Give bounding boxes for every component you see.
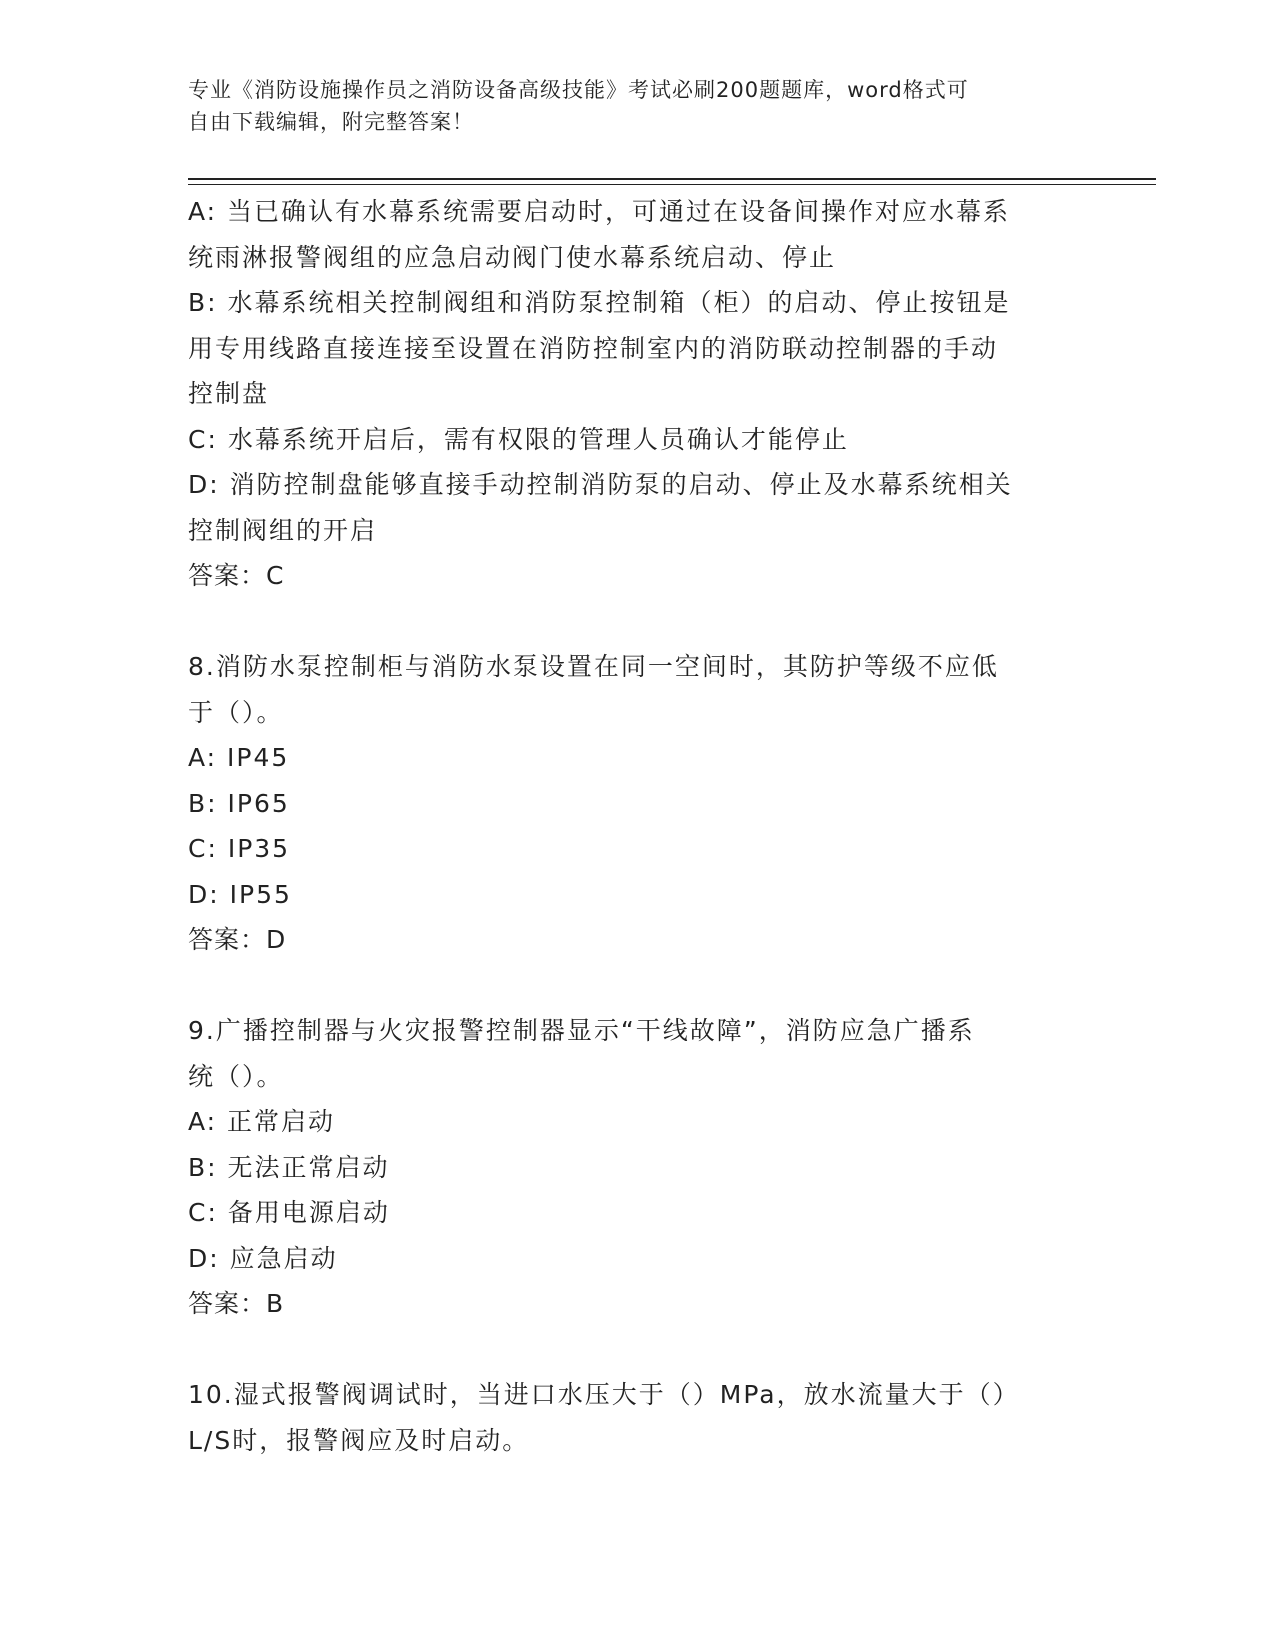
option-c: C: 水幕系统开启后，需有权限的管理人员确认才能停止 bbox=[188, 424, 849, 454]
question-9 bbox=[188, 1008, 1078, 1327]
option-a: A: IP45 bbox=[188, 743, 290, 772]
question-stem: 8.消防水泵控制柜与消防水泵设置在同一空间时，其防护等级不应低 bbox=[188, 652, 999, 681]
option-a: A: 当已确认有水幕系统需要启动时，可通过在设备间操作对应水幕系 bbox=[188, 197, 1011, 226]
option-b: B: 水幕系统相关控制阀组和消防泵控制箱（柜）的启动、停止按钮是 bbox=[188, 288, 1011, 317]
header-line: 专业《消防设施操作员之消防设备高级技能》考试必刷200题题库，word格式可 bbox=[188, 78, 969, 102]
header-divider-thin bbox=[188, 184, 1156, 185]
option-b: 用专用线路直接连接至设置在消防控制室内的消防联动控制器的手动 bbox=[188, 333, 999, 363]
option-d: D: 应急启动 bbox=[188, 1243, 338, 1273]
header-line: 自由下载编辑，附完整答案！ bbox=[188, 110, 474, 134]
question-stem: 9.广播控制器与火灾报警控制器显示“干线故障”，消防应急广播系 bbox=[188, 1016, 975, 1045]
question-stem: 10.湿式报警阀调试时，当进口水压大于（）MPa，放水流量大于（） bbox=[188, 1380, 1020, 1409]
option-c: C: IP35 bbox=[188, 834, 291, 863]
question-stem: 统（）。 bbox=[188, 1061, 284, 1091]
option-d: 控制阀组的开启 bbox=[188, 515, 378, 545]
option-b: B: IP65 bbox=[188, 788, 290, 818]
option-d: D: 消防控制盘能够直接手动控制消防泵的启动、停止及水幕系统相关 bbox=[188, 470, 1013, 499]
spacer bbox=[188, 599, 1078, 645]
answer-label: 答案：B bbox=[188, 1289, 285, 1318]
spacer bbox=[188, 1327, 1078, 1373]
question-content bbox=[188, 189, 1078, 1463]
question-7-options bbox=[188, 189, 1078, 599]
header-divider-thick bbox=[188, 178, 1156, 180]
option-b: 控制盘 bbox=[188, 379, 270, 408]
document-header bbox=[188, 74, 1068, 138]
question-stem: 于（）。 bbox=[188, 697, 284, 727]
option-a: 统雨淋报警阀组的应急启动阀门使水幕系统启动、停止 bbox=[188, 242, 837, 272]
question-stem: L/S时，报警阀应及时启动。 bbox=[188, 1425, 530, 1455]
option-c: C: 备用电源启动 bbox=[188, 1198, 390, 1227]
answer-label: 答案：D bbox=[188, 925, 287, 954]
spacer bbox=[188, 963, 1078, 1009]
option-a: A: 正常启动 bbox=[188, 1107, 336, 1136]
question-10 bbox=[188, 1372, 1078, 1463]
answer-label: 答案：C bbox=[188, 561, 285, 590]
question-8 bbox=[188, 644, 1078, 963]
option-d: D: IP55 bbox=[188, 879, 292, 909]
option-b: B: 无法正常启动 bbox=[188, 1152, 390, 1182]
